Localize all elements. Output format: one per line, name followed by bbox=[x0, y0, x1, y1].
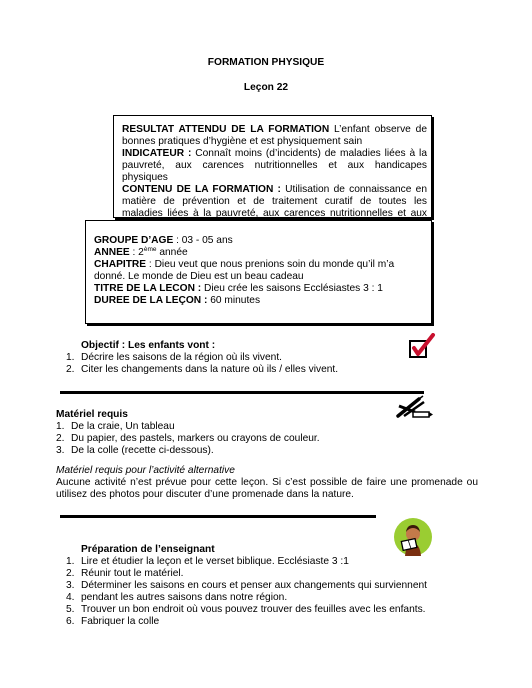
list-item-number: 6. bbox=[66, 616, 75, 627]
list-item-text: pendant les autres saisons dans notre région. bbox=[81, 592, 288, 603]
list-item-text: Du papier, des pastels, markers ou crayons de couleur. bbox=[71, 433, 320, 444]
list-item-text: Décrire les saisons de la région où ils vivent. bbox=[81, 352, 283, 363]
lesson-number: Leçon 22 bbox=[243, 82, 289, 93]
list-item bbox=[66, 580, 427, 592]
list-item-number: 5. bbox=[66, 604, 75, 615]
teacher-reading-icon bbox=[392, 516, 434, 558]
list-item-text: De la colle (recette ci-dessous). bbox=[71, 445, 214, 456]
list-item bbox=[66, 616, 427, 628]
materials-heading: Matériel requis bbox=[56, 409, 128, 420]
list-item bbox=[66, 604, 427, 616]
year-line bbox=[94, 247, 424, 259]
pencils-icon bbox=[395, 394, 435, 420]
preparation-list bbox=[66, 556, 427, 628]
content-text: Utilisation de connaissance en matière de prévention et de traitement curatif de toutes les maladies liées à la pauvreté, aux carences nutritionnelles et aux bbox=[122, 184, 427, 219]
list-item-text: Fabriquer la colle bbox=[81, 616, 160, 627]
alternative-materials-text: Aucune activité n’est prévue pour cette leçon. Si c’est possible de faire une promenade ou utilisez des photos pour discuter d’une promenade dans la nature. bbox=[56, 477, 478, 500]
preparation-heading: Préparation de l’enseignant bbox=[81, 544, 215, 555]
list-item-number: 3. bbox=[56, 445, 65, 456]
checkbox-check-icon bbox=[408, 333, 436, 359]
section-divider bbox=[60, 391, 424, 394]
age-group-value: : 03 - 05 ans bbox=[173, 235, 233, 246]
list-item bbox=[66, 364, 338, 376]
lesson-title-line bbox=[94, 283, 424, 295]
list-item-number: 1. bbox=[66, 556, 75, 567]
year-prefix: : 2 bbox=[129, 247, 144, 258]
objective-list bbox=[66, 352, 338, 376]
year-suffix: année bbox=[156, 247, 188, 258]
list-item-text: Réunir tout le matériel. bbox=[81, 568, 184, 579]
list-item-text: Citer les changements dans la nature où ils / elles vivent. bbox=[81, 364, 339, 375]
list-item bbox=[66, 352, 338, 364]
chapter-text: : Dieu veut que nous prenions soin du monde qu’il m’a donné. Le monde de Dieu est un beau cadeau bbox=[94, 259, 395, 282]
list-item bbox=[56, 433, 320, 445]
document-title: FORMATION PHYSIQUE bbox=[207, 57, 325, 68]
list-item-number: 1. bbox=[56, 421, 65, 432]
content-label: CONTENU DE LA FORMATION : bbox=[122, 184, 281, 195]
list-item bbox=[66, 556, 427, 568]
list-item-number: 2. bbox=[56, 433, 65, 444]
result-label: RESULTAT ATTENDU DE LA FORMATION bbox=[122, 124, 330, 135]
list-item bbox=[66, 592, 427, 604]
year-sup: ème bbox=[143, 246, 157, 253]
lesson-title-label: TITRE DE LA LECON : bbox=[94, 283, 202, 294]
age-group-label: GROUPE D’AGE bbox=[94, 235, 174, 246]
list-item-number: 1. bbox=[66, 352, 75, 363]
result-text: L’enfant observe de bonnes pratiques d’hygiène et est physiquement sain bbox=[122, 124, 427, 147]
duration-value: 60 minutes bbox=[207, 295, 261, 306]
list-item-number: 2. bbox=[66, 568, 75, 579]
list-item bbox=[56, 445, 320, 457]
materials-list bbox=[56, 421, 320, 457]
year-label: ANNEE bbox=[94, 247, 130, 258]
list-item-text: De la craie, Un tableau bbox=[71, 421, 175, 432]
list-item bbox=[66, 568, 427, 580]
chapter-label: CHAPITRE bbox=[94, 259, 147, 270]
list-item-text: Trouver un bon endroit où vous pouvez trouver des feuilles avec les enfants. bbox=[81, 604, 426, 615]
section-divider bbox=[60, 515, 376, 518]
alternative-materials-heading: Matériel requis pour l’activité alternative bbox=[56, 465, 235, 476]
list-item-number: 4. bbox=[66, 592, 75, 603]
lesson-title-value: Dieu crée les saisons Ecclésiastes 3 : 1 bbox=[201, 283, 383, 294]
list-item-number: 3. bbox=[66, 580, 75, 591]
list-item bbox=[56, 421, 320, 433]
indicator-text: Connaît moins (d’incidents) de maladies liées à la pauvreté, aux carences nutritionnelles et aux handicapes physiques bbox=[122, 148, 427, 183]
duration-label: DUREE DE LA LEÇON : bbox=[94, 295, 208, 306]
objective-heading: Objectif : Les enfants vont : bbox=[81, 340, 216, 351]
list-item-number: 2. bbox=[66, 364, 75, 375]
indicator-label: INDICATEUR : bbox=[122, 148, 192, 159]
list-item-text: Lire et étudier la leçon et le verset biblique. Ecclésiaste 3 :1 bbox=[81, 556, 349, 567]
outcome-text bbox=[122, 124, 427, 232]
formation-outcome-box bbox=[113, 115, 432, 218]
chapter-line bbox=[94, 259, 424, 283]
list-item-text: Déterminer les saisons en cours et penser aux changements qui surviennent bbox=[81, 580, 427, 591]
lesson-info-box bbox=[85, 220, 432, 324]
lesson-info-text bbox=[94, 235, 424, 307]
duration-line bbox=[94, 295, 424, 307]
